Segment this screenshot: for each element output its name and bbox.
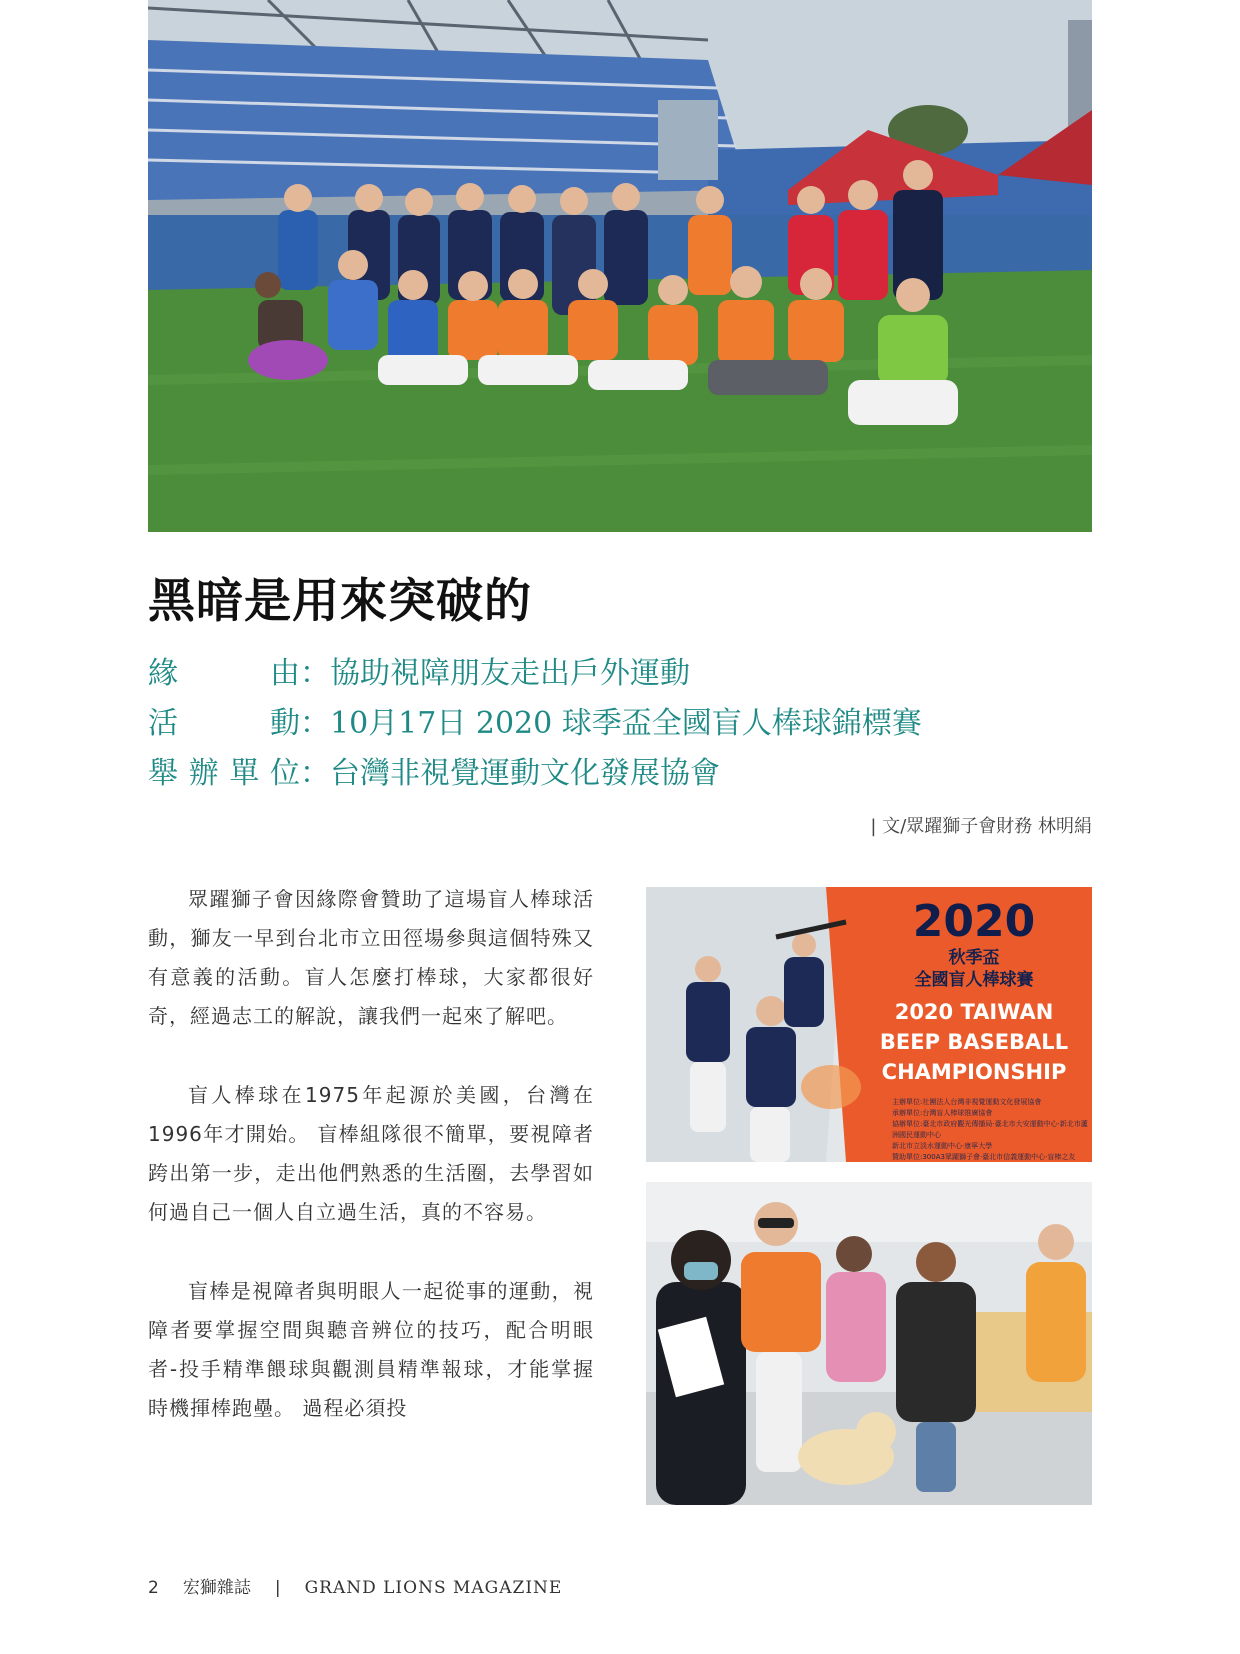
meta-value-reason: 協助視障朋友走出戶外運動 [330, 656, 690, 691]
paragraph: 盲人棒球在1975年起源於美國，台灣在1996年才開始。 盲棒組隊很不簡單，要視障者跨出第一步，走出他們熟悉的生活圈，去學習如何過自己一個人自立過生活，真的不容易。 [148, 1083, 594, 1224]
meta-label-organizer: 舉 辦 單 位 [148, 756, 300, 791]
banner-title-line1: 秋季盃 [948, 948, 1000, 968]
page-number: 2 [148, 1578, 159, 1598]
guide-dog-illustration [646, 1182, 1092, 1505]
footer-separator: | [274, 1578, 281, 1598]
meta-value-activity: 10月17日 2020 球季盃全國盲人棒球錦標賽 [330, 706, 922, 741]
article-body [148, 880, 594, 1468]
article-headline: 黑暗是用來突破的 [148, 574, 532, 629]
meta-value-organizer: 台灣非視覺運動文化發展協會 [330, 756, 720, 791]
championship-banner-photo [646, 887, 1092, 1162]
banner-title-line2: 全國盲人棒球賽 [914, 970, 1034, 990]
publication-name: GRAND LIONS MAGAZINE [304, 1578, 563, 1598]
event-info [148, 648, 922, 798]
paragraph: 盲棒是視障者與明眼人一起從事的運動，視障者要掌握空間與聽音辨位的技巧，配合明眼者-投手精準餵球與觀測員精準報球，才能掌握時機揮棒跑壘。 過程必須投 [148, 1279, 594, 1420]
banner-english-title: 2020 TAIWAN BEEP BASEBALL CHAMPIONSHIP [879, 1000, 1069, 1084]
banner-text [856, 897, 1092, 1162]
meta-label-activity: 活 動 [148, 706, 300, 741]
author-byline: | 文/眾躍獅子會財務 林明絹 [870, 816, 1092, 837]
meta-label-reason: 緣 由 [148, 656, 300, 691]
paragraph: 眾躍獅子會因緣際會贊助了這場盲人棒球活動，獅友一早到台北市立田徑場參與這個特殊又有意義的活動。盲人怎麼打棒球，大家都很好奇，經過志工的解說，讓我們一起來了解吧。 [148, 887, 594, 1028]
meta-row-organizer: 舉 辦 單 位 ： 台灣非視覺運動文化發展協會 [148, 748, 922, 798]
magazine-name: 宏獅雜誌 [182, 1578, 251, 1598]
banner-sponsors: 主辦單位:社團法人台灣非視覺運動文化發展協會 承辦單位:台灣盲人棒球推廣協會 協辦單位:臺北市政府觀光傳播局‧臺北市大安運動中心‧新北市蘆洲國民運動中心 新北市立淡水運動中心‧康寧大學 贊助單位:300A3眾躍獅子會‧臺北市信義運動中心‧盲棒之友 [892, 1098, 1088, 1161]
banner-year: 2020 [912, 896, 1036, 947]
meta-row-reason: 緣 由 ： 協助視障朋友走出戶外運動 [148, 648, 922, 698]
guide-dog-photo [646, 1182, 1092, 1505]
page-footer [148, 1573, 562, 1598]
team-photo-illustration [148, 0, 1092, 532]
team-photo [148, 0, 1092, 532]
meta-row-activity: 活 動 ： 10月17日 2020 球季盃全國盲人棒球錦標賽 [148, 698, 922, 748]
